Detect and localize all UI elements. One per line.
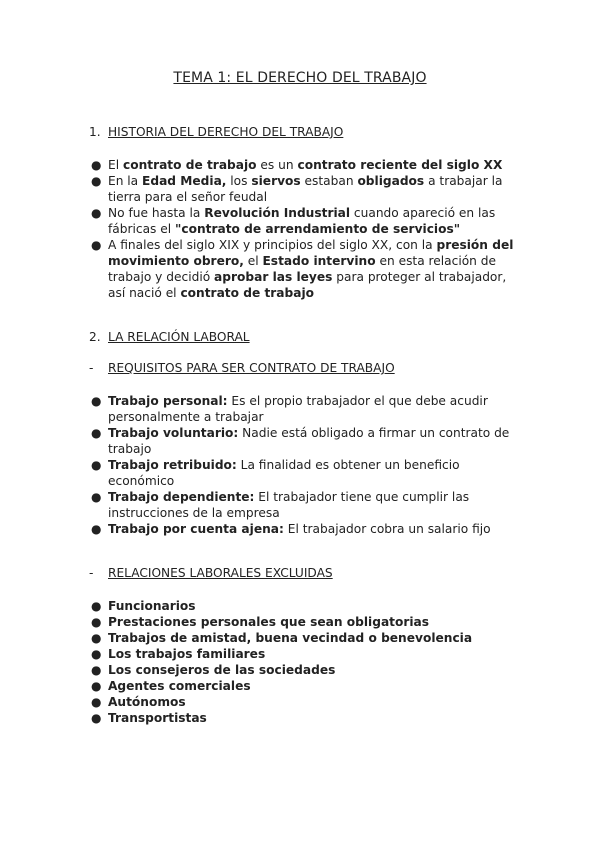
requisitos-title: REQUISITOS PARA SER CONTRATO DE TRABAJO: [108, 361, 395, 375]
list-item: [91, 614, 521, 630]
excluded-relation-label: Trabajos de amistad, buena vecindad o benevolencia: [108, 631, 473, 645]
excluidas-dash: -: [89, 566, 94, 580]
list-item: [91, 489, 521, 521]
list-item: [91, 393, 521, 425]
page-title: TEMA 1: EL DERECHO DEL TRABAJO: [173, 70, 427, 86]
text: es un: [256, 158, 298, 172]
list-item: [91, 710, 521, 726]
bullet-icon: ●: [91, 174, 102, 188]
bold-text: aprobar las leyes: [214, 270, 333, 284]
bold-text: presión del movimiento obrero,: [108, 238, 514, 268]
historia-list: [91, 157, 521, 301]
text: para proteger al trabajador, así nació el: [108, 270, 507, 300]
bullet-icon: ●: [91, 711, 102, 725]
bullet-icon: ●: [91, 615, 102, 629]
excluidas-list: [91, 598, 521, 726]
bullet-icon: ●: [91, 695, 102, 709]
requisitos-dash: -: [89, 361, 94, 375]
bold-text: contrato reciente del siglo XX: [297, 158, 503, 172]
bold-text: Trabajo voluntario:: [108, 426, 239, 440]
text: No fue hasta la: [108, 206, 205, 220]
text: Es el propio trabajador el que debe acudir personalmente a trabajar: [108, 394, 488, 424]
text: en esta relación de trabajo y decidió: [108, 254, 497, 284]
text: La finalidad es obtener un beneficio económico: [108, 458, 460, 488]
excluidas-title: RELACIONES LABORALES EXCLUIDAS: [108, 566, 333, 580]
bold-text: contrato de trabajo: [122, 158, 257, 172]
bold-text: Revolución Industrial: [204, 206, 351, 220]
bold-text: Trabajo personal:: [108, 394, 228, 408]
bullet-icon: ●: [91, 599, 102, 613]
bold-text: Estado intervino: [262, 254, 376, 268]
list-item: [91, 662, 521, 678]
section-1-number: 1.: [89, 125, 101, 139]
bullet-icon: ●: [91, 631, 102, 645]
list-item: [91, 157, 521, 173]
bullet-icon: ●: [91, 206, 102, 220]
excluded-relation-label: Autónomos: [108, 695, 186, 709]
text: estaban: [300, 174, 358, 188]
requisitos-heading: [89, 361, 395, 375]
text: El trabajador cobra un salario fijo: [283, 522, 491, 536]
excluidas-heading: [89, 566, 333, 580]
section-1-title: HISTORIA DEL DERECHO DEL TRABAJO: [108, 125, 344, 139]
text: En la: [108, 174, 143, 188]
bullet-icon: ●: [91, 663, 102, 677]
requisitos-list: [91, 393, 521, 537]
bold-text: contrato de trabajo: [180, 286, 315, 300]
list-item: [91, 630, 521, 646]
excluded-relation-label: Transportistas: [108, 711, 207, 725]
bullet-icon: ●: [91, 458, 102, 472]
bold-text: Trabajo por cuenta ajena:: [108, 522, 284, 536]
list-item: [91, 237, 521, 301]
excluded-relation-label: Prestaciones personales que sean obligatorias: [108, 615, 430, 629]
bullet-icon: ●: [91, 238, 102, 252]
list-item: [91, 457, 521, 489]
bullet-icon: ●: [91, 490, 102, 504]
list-item: [91, 425, 521, 457]
bullet-icon: ●: [91, 647, 102, 661]
bold-text: Edad Media,: [142, 174, 227, 188]
section-1-heading: [89, 125, 343, 139]
section-2-number: 2.: [89, 330, 101, 344]
bullet-icon: ●: [91, 426, 102, 440]
bold-text: "contrato de arrendamiento de servicios": [175, 222, 461, 236]
text: A finales del siglo XIX y principios del siglo XX, con la: [108, 238, 437, 252]
bullet-icon: ●: [91, 394, 102, 408]
list-item: [91, 646, 521, 662]
section-2-heading: [89, 330, 250, 344]
text: cuando apareció en las fábricas el: [108, 206, 496, 236]
text: los: [226, 174, 252, 188]
list-item: [91, 205, 521, 237]
list-item: [91, 173, 521, 205]
excluded-relation-label: Los consejeros de las sociedades: [108, 663, 336, 677]
section-2-title: LA RELACIÓN LABORAL: [108, 330, 250, 344]
text: El: [108, 158, 123, 172]
text: a trabajar la tierra para el señor feudal: [108, 174, 503, 204]
text: Nadie está obligado a firmar un contrato de trabajo: [108, 426, 510, 456]
excluded-relation-label: Funcionarios: [108, 599, 196, 613]
text: el: [243, 254, 263, 268]
text: El trabajador tiene que cumplir las instrucciones de la empresa: [108, 490, 470, 520]
bold-text: obligados: [357, 174, 425, 188]
list-item: [91, 521, 521, 537]
bold-text: Trabajo dependiente:: [108, 490, 255, 504]
bullet-icon: ●: [91, 522, 102, 536]
bullet-icon: ●: [91, 158, 102, 172]
list-item: [91, 678, 521, 694]
list-item: [91, 598, 521, 614]
excluded-relation-label: Agentes comerciales: [108, 679, 251, 693]
bullet-icon: ●: [91, 679, 102, 693]
bold-text: Trabajo retribuido:: [108, 458, 237, 472]
list-item: [91, 694, 521, 710]
bold-text: siervos: [251, 174, 301, 188]
excluded-relation-label: Los trabajos familiares: [108, 647, 266, 661]
